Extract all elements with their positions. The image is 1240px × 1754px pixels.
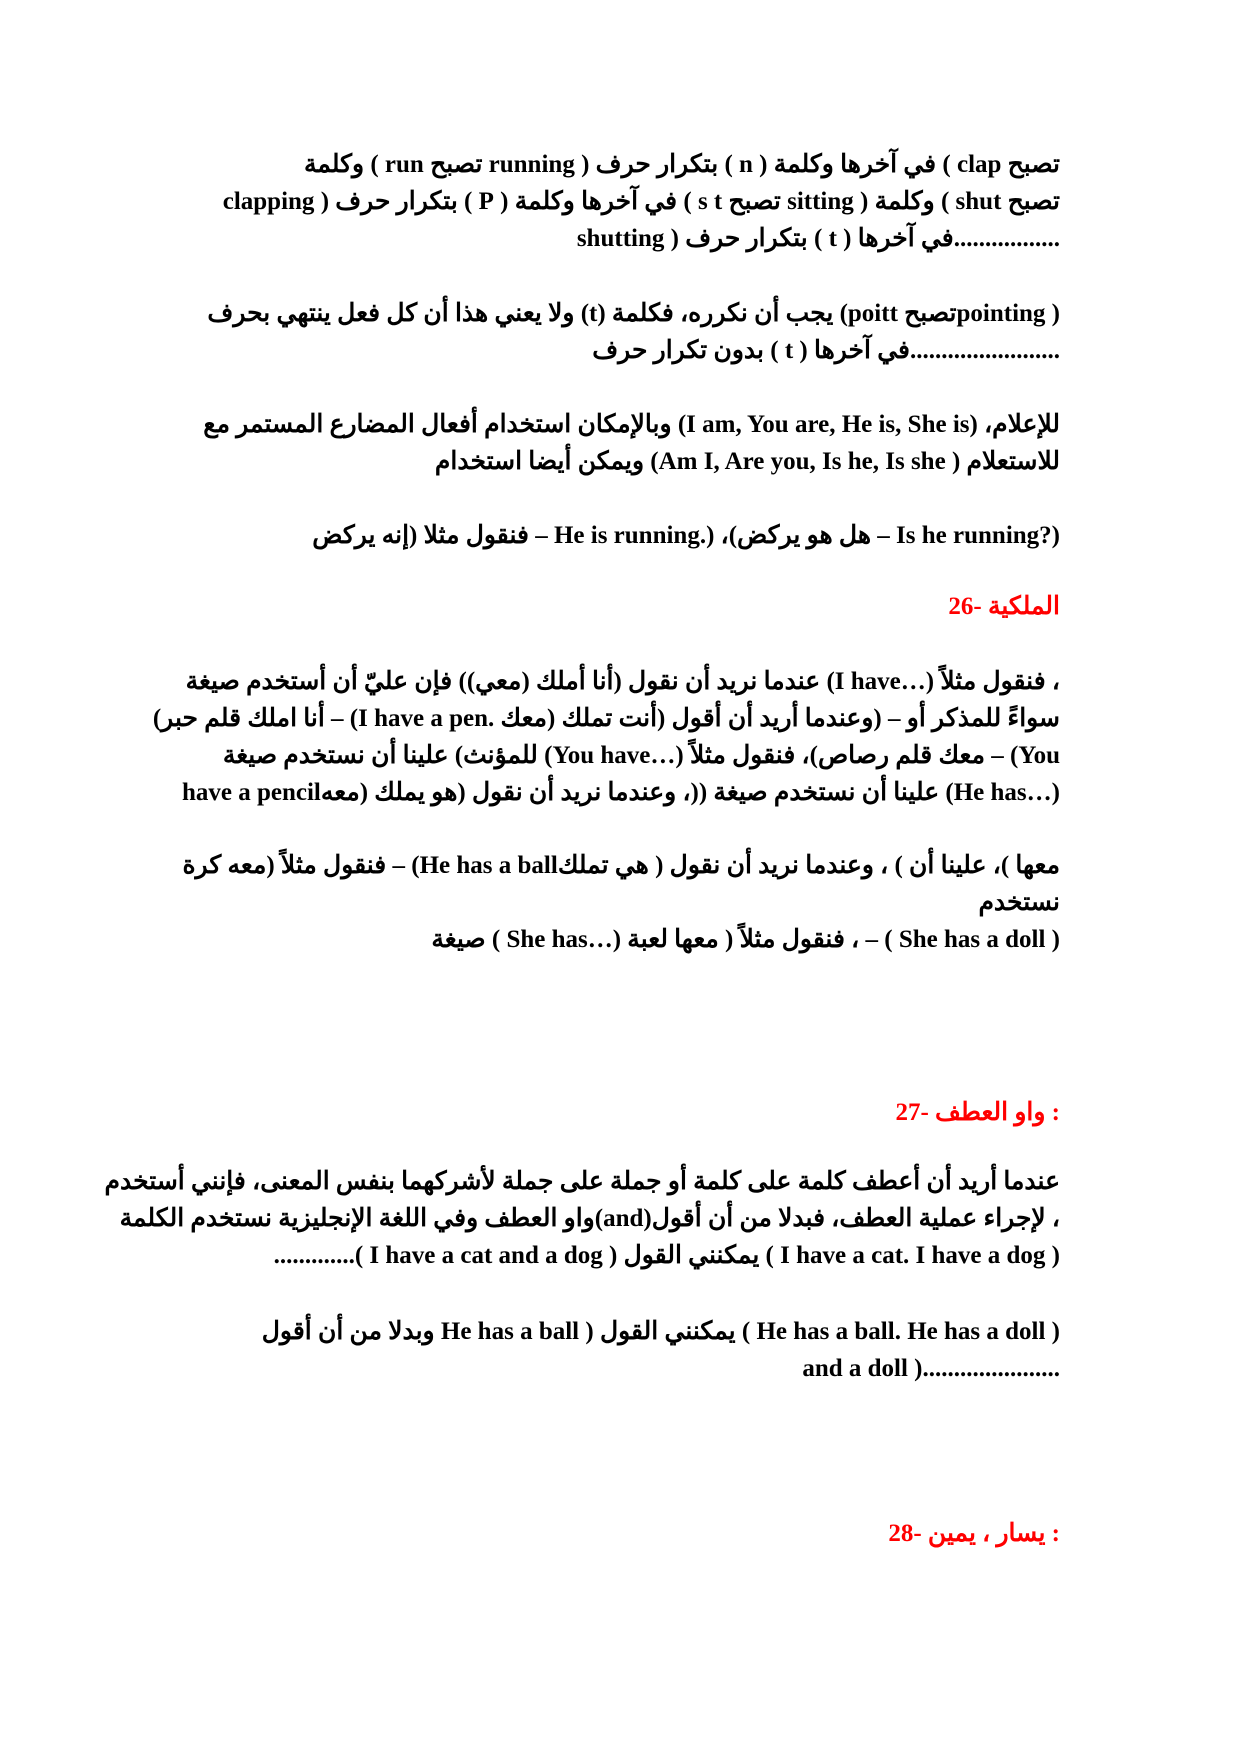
text-line: ( I have a cat. I have a dog ) يمكنني القول ( I have a cat and a dog )............. xyxy=(273,1242,1060,1269)
text-line: تصبح clap ) في آخرها وكلمة ( n ) بتكرار حرف ( running تصبح run ) وكلمة xyxy=(303,151,1060,178)
text-line: ، لإجراء عملية العطف، فبدلا من أن أقول(and)واو العطف وفي اللغة الإنجليزية نستخدم الكلمة xyxy=(119,1205,1060,1232)
paragraph-conjunction-example xyxy=(200,1313,1060,1387)
paragraph-running-example xyxy=(200,517,1060,554)
section-heading-26: الملكية -26 xyxy=(948,593,1060,620)
text-line: .................في آخرها ( t ) بتكرار حرف ( shutting xyxy=(576,225,1060,252)
text-line: ( He has a ball. He has a doll ) يمكنني القول ( He has a ball وبدلا من أن أقول xyxy=(261,1318,1060,1345)
paragraph-doubling-consonants xyxy=(200,146,1060,257)
text-line: ( She has a doll ) – ، فنقول مثلاً ( معها لعبة (…She has ) صيغة xyxy=(431,926,1060,953)
section-heading-28: : يسار ، يمين -28 xyxy=(888,1520,1060,1547)
text-line: ( pointingتصبح poitt) يجب أن نكرره، فكلمة (t) ولا يعني هذا أن كل فعل ينتهي بحرف xyxy=(207,300,1060,327)
text-line: نستخدم xyxy=(978,889,1060,916)
text-line: للإعلام، (I am, You are, He is, She is) وبالإمكان استخدام أفعال المضارع المستمر مع xyxy=(203,411,1060,438)
paragraph-no-doubling xyxy=(200,295,1060,369)
text-line: ، فنقول مثلاً (…I have) عندما نريد أن نقول (أنا أملك (معي)) فإن عليّ أن أستخدم صيغة xyxy=(185,668,1060,695)
section-heading-27: : واو العطف -27 xyxy=(895,1099,1060,1126)
text-line: (?Is he running – هل هو يركض)، (.He is running – فنقول مثلا (إنه يركض xyxy=(312,522,1060,549)
text-line: (…He has) علينا أن نستخدم صيغة ((، وعندما نريد أن نقول (هو يملك (معهhave a pencil xyxy=(181,779,1060,806)
text-line: للاستعلام ( Am I, Are you, Is he, Is she) ويمكن أيضا استخدام xyxy=(434,448,1060,475)
text-line: You) – معك قلم رصاص)، فنقول مثلاً (…You have) للمؤنث) علينا أن نستخدم صيغة xyxy=(222,742,1060,769)
text-line: سواءً للمذكر أو – (وعندما أريد أن أقول (أنت تملك (معك .I have a pen) – أنا املك قلم حبر) xyxy=(152,705,1060,732)
paragraph-continuous-usage xyxy=(200,406,1060,480)
text-line: ........................في آخرها ( t ) بدون تكرار حرف xyxy=(592,337,1060,364)
paragraph-she-has xyxy=(182,847,1060,958)
text-line: معها )، علينا أن ) ، وعندما نريد أن نقول ( هي تملكHe has a ball) – فنقول مثلاً (معه كرة xyxy=(182,852,1060,879)
text-line: عندما أريد أن أعطف كلمة على كلمة أو جملة على جملة لأشركهما بنفس المعنى، فإنني أستخدم xyxy=(104,1168,1060,1195)
paragraph-possession xyxy=(152,663,1060,811)
text-line: ......................( and a doll xyxy=(802,1355,1060,1382)
paragraph-conjunction xyxy=(104,1163,1060,1274)
text-line: تصبح shut ) وكلمة ( sitting تصبح s t ) في آخرها وكلمة ( P ) بتكرار حرف ( clapping xyxy=(222,188,1060,215)
